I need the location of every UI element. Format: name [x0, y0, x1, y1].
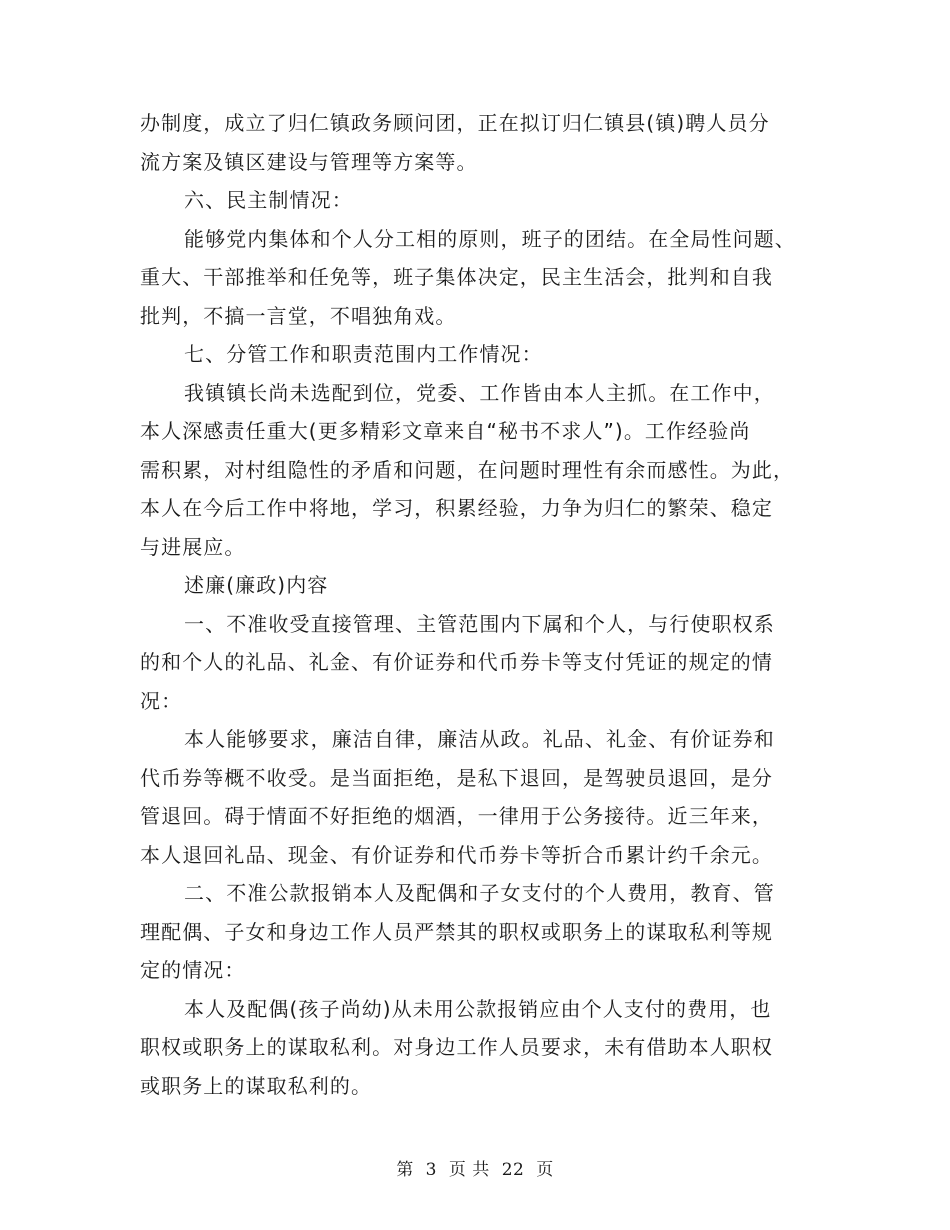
text-line: 我镇镇长尚未选配到位，党委、工作皆由本人主抓。在工作中， — [184, 380, 775, 405]
text-line: 重大、干部推举和任免等，班子集体决定，民主生活会，批判和自我 — [140, 265, 773, 289]
footer-suffix: 页 — [536, 1160, 554, 1180]
text-line: 本人及配偶(孩子尚幼)从未用公款报销应由个人支付的费用，也 — [184, 996, 772, 1021]
text-line: 能够党内集体和个人分工相的原则，班子的团结。在全局性问题、 — [184, 226, 796, 251]
text-line: 本人在今后工作中将地，学习，积累经验，力争为归仁的繁荣、稳定 — [140, 496, 773, 520]
text-line: 管退回。碍于情面不好拒绝的烟酒，一律用于公务接待。近三年来， — [140, 804, 773, 828]
text-line: 一、不准收受直接管理、主管范围内下属和个人，与行使职权系 — [184, 611, 775, 636]
text-line: 的和个人的礼品、礼金、有价证券和代币券卡等支付凭证的规定的情 — [140, 650, 773, 674]
text-line: 本人退回礼品、现金、有价证券和代币券卡等折合币累计约千余元。 — [140, 842, 773, 867]
text-line: 定的情况： — [140, 958, 246, 982]
text-line: 流方案及镇区建设与管理等方案等。 — [140, 149, 478, 174]
footer-middle: 页 共 — [448, 1160, 490, 1180]
text-line: 职权或职务上的谋取私利。对身边工作人员要求，未有借助本人职权 — [140, 1035, 773, 1059]
text-line: 办制度，成立了归仁镇政务顾问团，正在拟订归仁镇县(镇)聘人员分 — [140, 111, 770, 135]
footer-prefix: 第 — [396, 1160, 414, 1180]
text-line: 况： — [140, 688, 183, 713]
text-line: 七、分管工作和职责范围内工作情况： — [184, 342, 543, 366]
document-body — [140, 104, 820, 1105]
current-page-number: 3 — [425, 1160, 437, 1180]
text-line: 代币券等概不收受。是当面拒绝，是私下退回，是驾驶员退回，是分 — [140, 765, 773, 790]
text-line: 本人深感责任重大(更多精彩文章来自“秘书不求人”)。工作经验尚 — [140, 419, 751, 443]
text-line: 理配偶、子女和身边工作人员严禁其的职权或职务上的谋取私利等规 — [140, 919, 773, 944]
text-line: 述廉(廉政)内容 — [184, 573, 329, 597]
page-footer — [0, 1155, 950, 1180]
text-line: 或职务上的谋取私利的。 — [140, 1073, 373, 1098]
text-line: 与进展应。 — [140, 534, 246, 559]
text-line: 需积累，对村组隐性的矛盾和问题，在问题时理性有余而感性。为此， — [140, 457, 795, 482]
text-line: 本人能够要求，廉洁自律，廉洁从政。礼品、礼金、有价证券和 — [184, 727, 775, 751]
total-page-count: 22 — [501, 1160, 525, 1180]
text-line: 批判，不搞一言堂，不唱独角戏。 — [140, 303, 457, 328]
text-line: 二、不准公款报销本人及配偶和子女支付的个人费用，教育、管 — [184, 881, 775, 905]
text-line: 六、民主制情况： — [184, 188, 353, 212]
